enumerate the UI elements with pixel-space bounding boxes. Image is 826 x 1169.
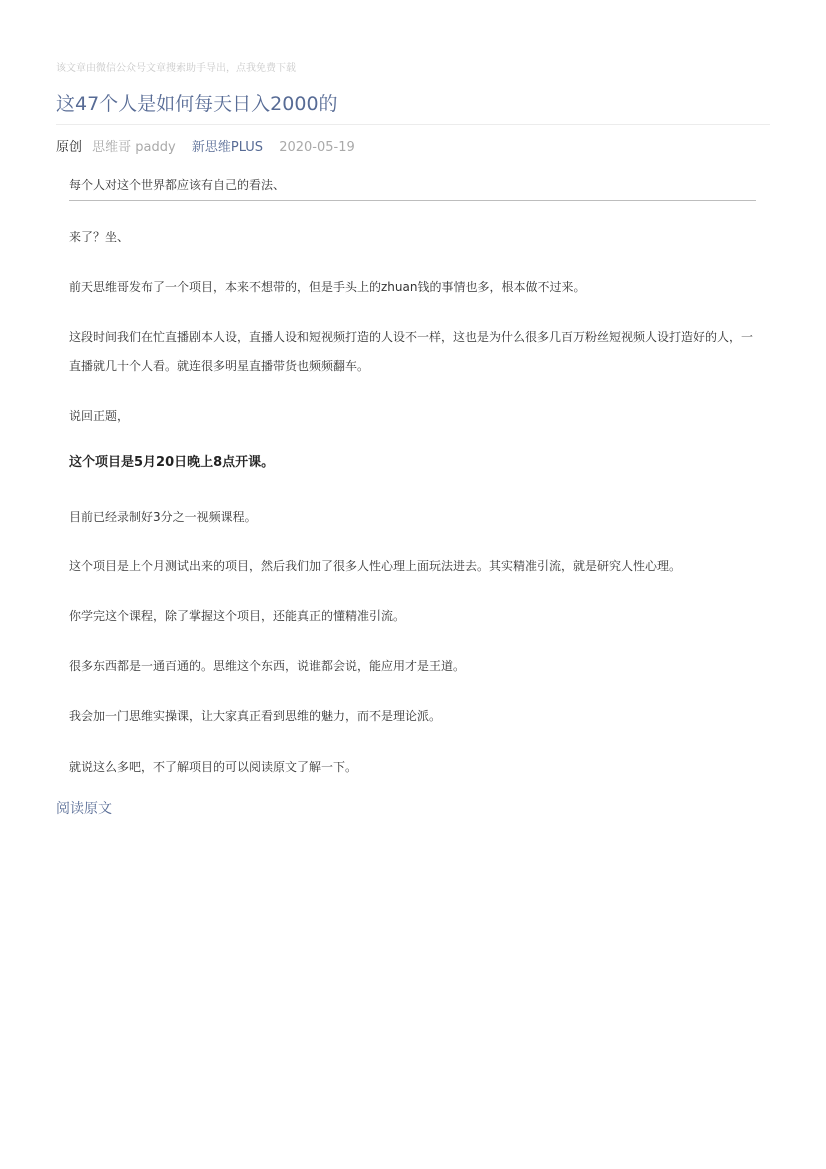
article-meta: [56, 138, 364, 158]
article-title: 这47个人是如何每天日入2000的: [56, 93, 338, 115]
read-original-link[interactable]: 阅读原文: [56, 801, 112, 817]
title-divider: [56, 124, 770, 125]
paragraph: 来了？坐、: [69, 230, 130, 244]
paragraph: 这段时间我们在忙直播剧本人设，直播人设和短视频打造的人设不一样，这也是为什么很多几百万粉丝短视频人设打造好的人，一直播就几十个人看。就连很多明星直播带货也频频翻车。: [69, 330, 754, 373]
export-notice[interactable]: 该文章由微信公众号文章搜索助手导出，点我免费下载: [56, 63, 296, 74]
paragraph: 我会加一门思维实操课，让大家真正看到思维的魅力，而不是理论派。: [69, 709, 442, 723]
paragraph-bold: 这个项目是5月20日晚上8点开课。: [69, 455, 275, 470]
paragraph: 就说这么多吧，不了解项目的可以阅读原文了解一下。: [69, 760, 358, 774]
author-name: 思维哥 paddy: [92, 140, 176, 155]
paragraph: 说回正题，: [69, 409, 130, 423]
paragraph: 目前已经录制好3分之一视频课程。: [69, 510, 257, 524]
paragraph: 很多东西都是一通百通的。思维这个东西，说谁都会说，能应用才是王道。: [69, 659, 466, 673]
paragraph: 前天思维哥发布了一个项目，本来不想带的，但是手头上的zhuan钱的事情也多，根本做不过来。: [69, 280, 586, 294]
paragraph: 这个项目是上个月测试出来的项目，然后我们加了很多人性心理上面玩法进去。其实精准引流，就是研究人性心理。: [69, 559, 682, 573]
article-quote: 每个人对这个世界都应该有自己的看法、: [69, 178, 286, 192]
original-tag: 原创: [56, 140, 83, 155]
account-link[interactable]: 新思维PLUS: [191, 140, 264, 155]
quote-divider: [69, 200, 756, 201]
publish-date: 2020-05-19: [279, 140, 355, 155]
paragraph: 你学完这个课程，除了掌握这个项目，还能真正的懂精准引流。: [69, 609, 406, 623]
